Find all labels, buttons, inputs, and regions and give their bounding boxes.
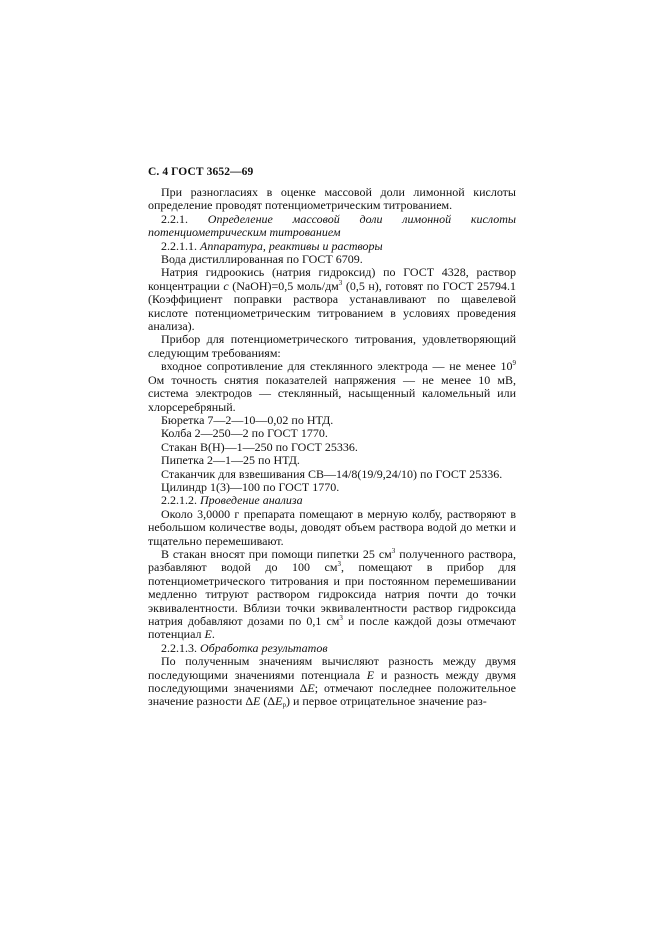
section-heading: 2.2.1.1. Аппаратура, реактивы и растворы [161,238,383,253]
paragraph: При разногласиях в оценке массовой доли лимонной кислоты определение проводят потенциометрическим титрованием. [148,185,516,213]
body-text [148,186,516,709]
paragraph: Натрия гидроокись (натрия гидроксид) по ГОСТ 4328, раствор концентрации c (NaOH)=0,5 моль/$дм^3$ (0,5 н), готовят по ГОСТ 25794.1 (Коэффициент поправки раствора устанавливают по щавелевой кислоте потенциометрическим титрованием в условиях проведения анализа). [148,265,516,334]
paragraph: Вода дистиллированная по ГОСТ 6709. [161,252,363,267]
paragraph: Около 3,0000 г препарата помещают в мерную колбу, растворяют в небольшом количестве воды, доводят объем раствора водой до метки и тщательно перемешивают. [148,506,516,548]
list-item: Колба 2—250—2 по ГОСТ 1770. [161,426,328,441]
section-heading: 2.2.1.2. Проведение анализа [161,493,303,508]
section-heading: 2.2.1. Определение массовой доли лимонной кислоты потенциометрическим титрованием [148,211,516,240]
paragraph: Прибор для потенциометрического титрования, удовлетворяющий следующим требованиям: [148,332,516,360]
section-heading: 2.2.1.3. Обработка результатов [161,640,328,655]
list-item: Стаканчик для взвешивания СВ—14/8(19/9,24/10) по ГОСТ 25336. [161,466,503,481]
paragraph: входное сопротивление для стеклянного электрода — не менее $10^9$ Ом точность снятия показателей напряжения — не менее 10 мВ, система электродов — стеклянный, насыщенный каломельный или хлорсеребряный. [148,359,516,414]
list-item: Стакан В(Н)—1—250 по ГОСТ 25336. [161,439,358,454]
list-item: Пипетка 2—1—25 по НТД. [161,453,300,468]
list-item: Цилиндр 1(3)—100 по ГОСТ 1770. [161,479,340,494]
list-item: Бюретка 7—2—10—0,02 по НТД. [161,412,334,427]
page-header: С. 4 ГОСТ 3652—69 [148,166,254,178]
paragraph: По полученным значениям вычисляют разность между двумя последующими значениями потенциала E и разность между двумя последующими значениями ΔE; отмечают последнее положительное значение разности ΔE $(\Delta E_p)$ и первое отрицательное значение раз- [148,654,517,710]
paragraph: В стакан вносят при помощи пипетки 25 $см^3$ полученного раствора, разбавляют водой до 100 $см^3$, помещают в прибор для потенциометрического титрования и при постоянном перемешивании медленно титруют раствором гидроксида натрия почти до точки эквивалентности. Вблизи точки эквивалентности раствор гидроксида натрия добавляют дозами по 0,1 $см^3$ и после каждой дозы отмечают потенциал E. [148,546,517,642]
